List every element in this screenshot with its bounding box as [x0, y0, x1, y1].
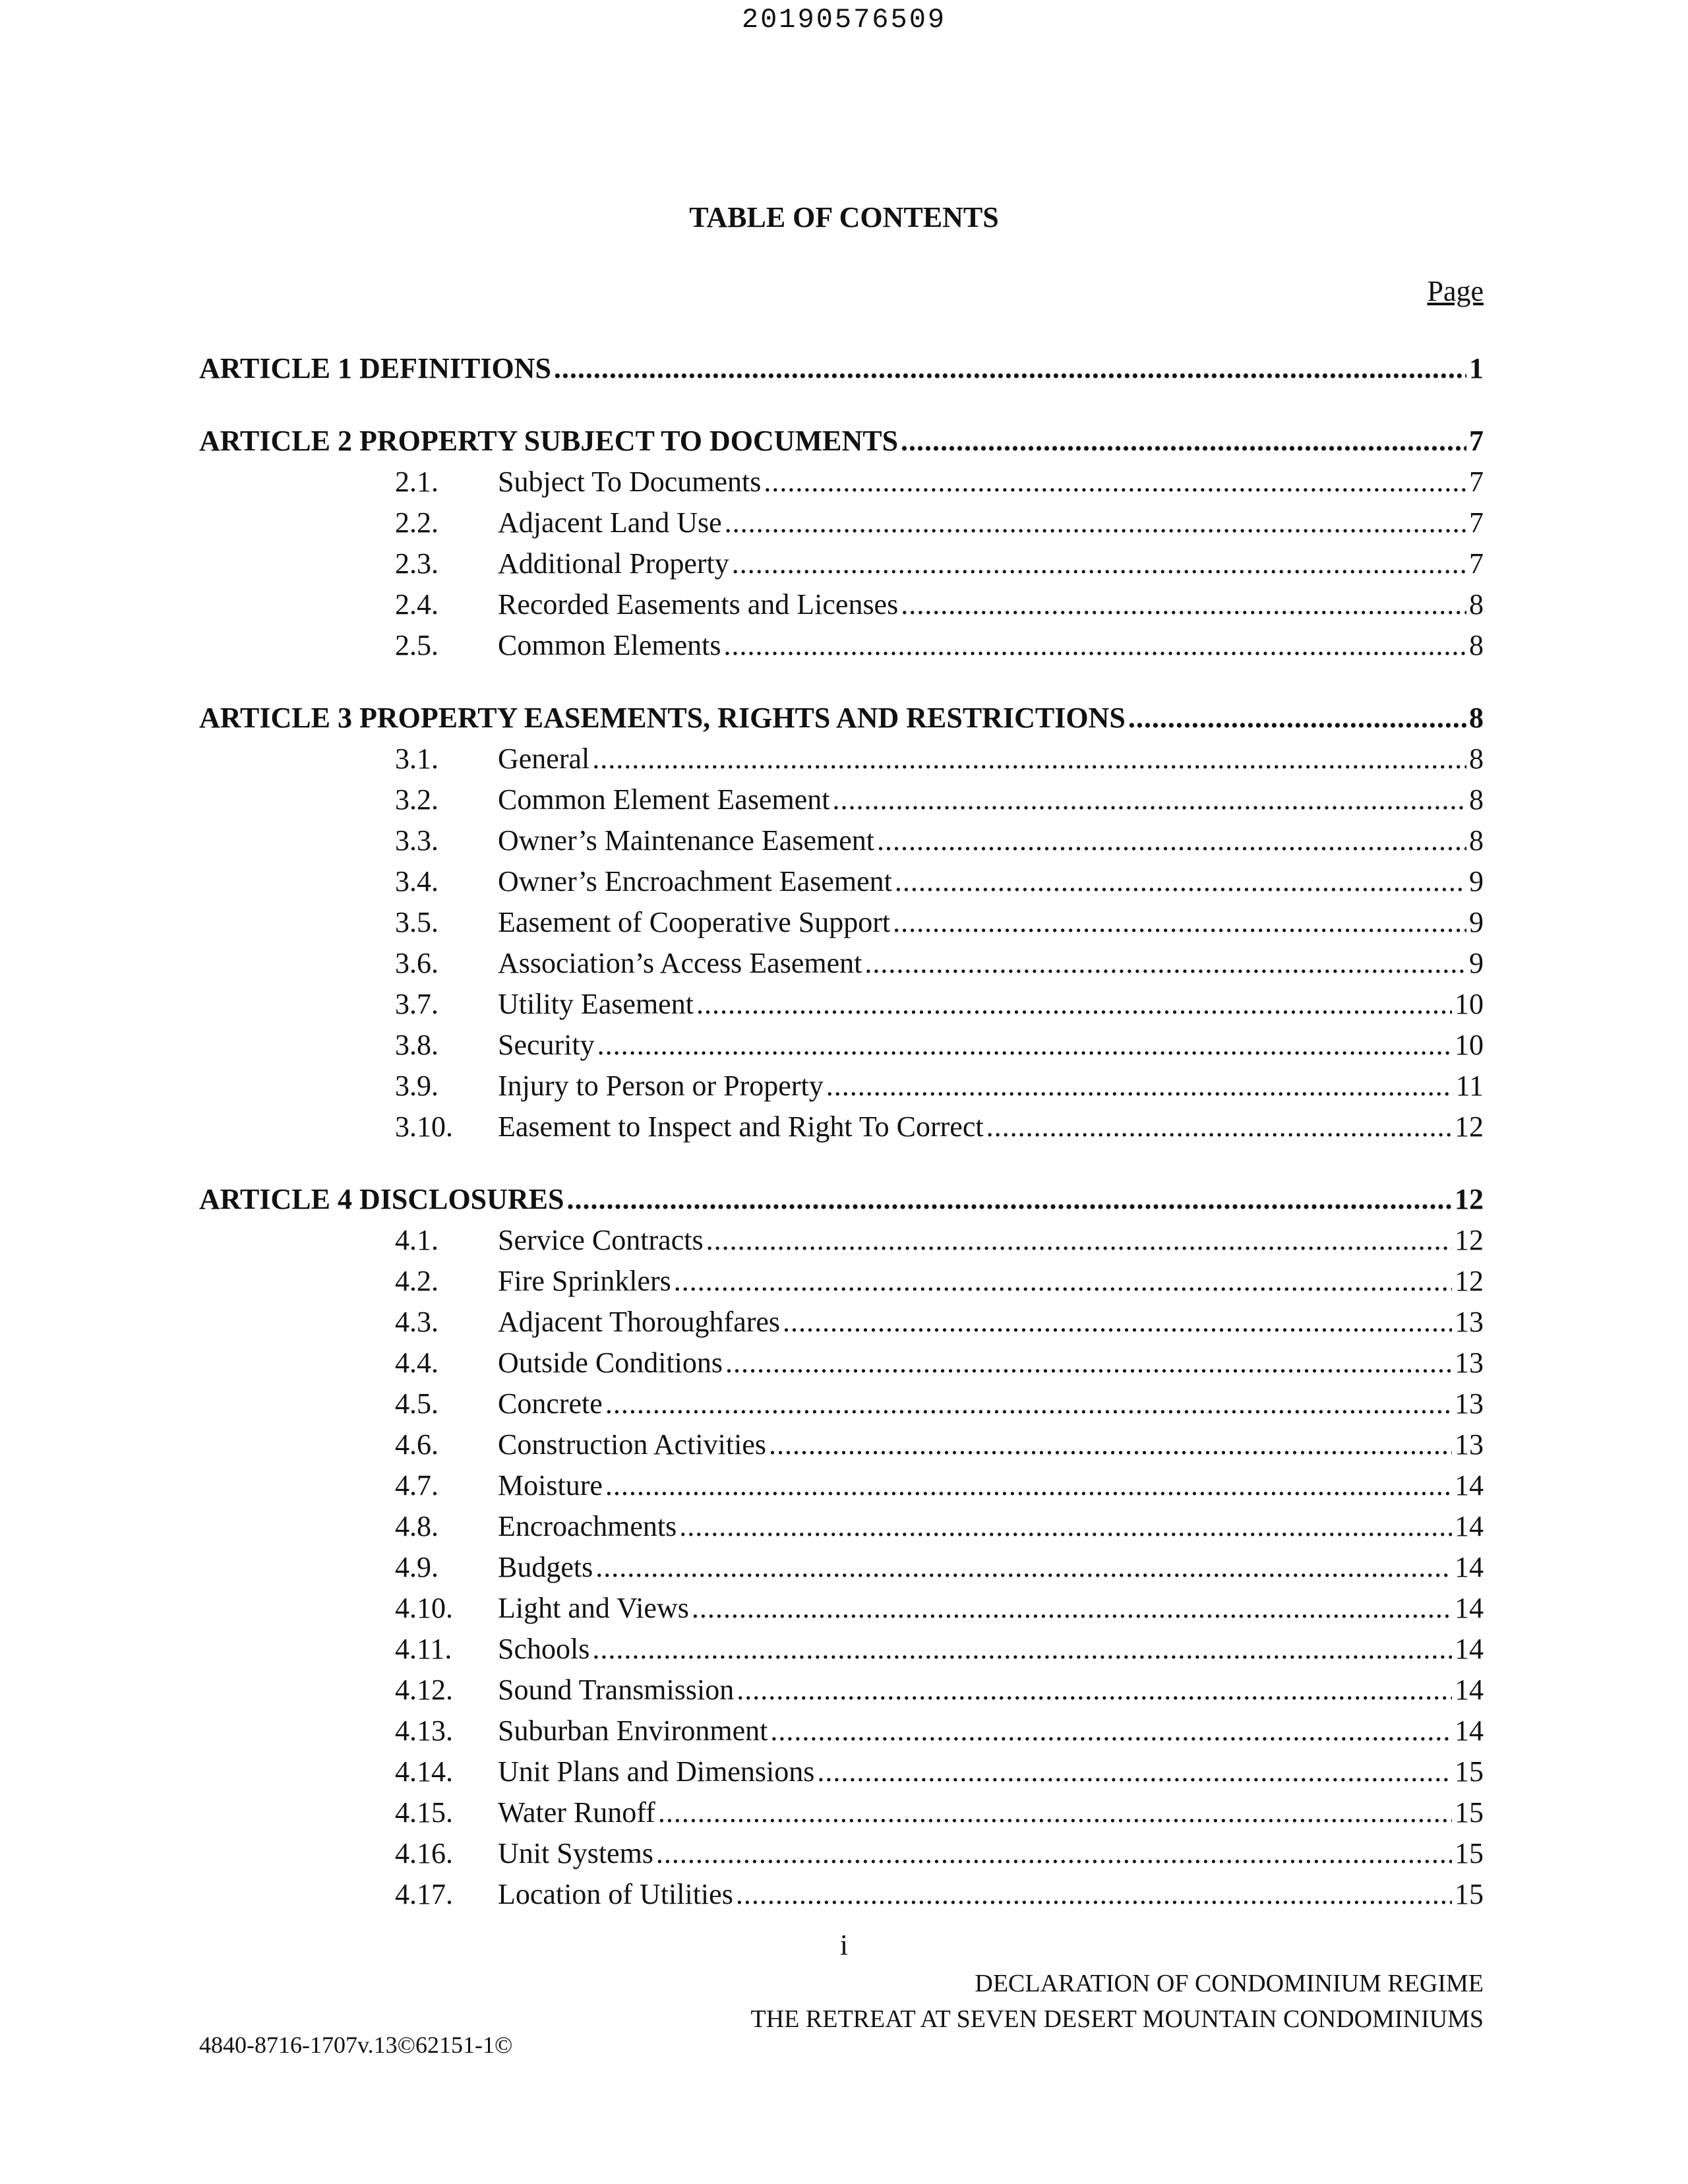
toc-entry-title: Adjacent Thoroughfares — [498, 1306, 781, 1338]
toc-section-row — [199, 1424, 1484, 1465]
toc-section-row — [199, 1066, 1484, 1107]
toc-page-number: 8 — [1469, 702, 1484, 734]
toc-page-number: 14 — [1455, 1592, 1484, 1624]
toc-page-number: 9 — [1469, 947, 1484, 979]
toc-section-number: 4.13. — [395, 1714, 453, 1747]
toc-entry-title: Encroachments — [498, 1510, 677, 1542]
toc-section-number: 4.5. — [395, 1387, 438, 1420]
toc-section-number: 3.2. — [395, 783, 438, 816]
toc-dot-leader — [877, 820, 1466, 861]
toc-section-number: 3.10. — [395, 1110, 453, 1143]
toc-page-number: 7 — [1469, 466, 1484, 498]
toc-page-number: 14 — [1455, 1674, 1484, 1706]
toc-dot-leader — [986, 1107, 1452, 1147]
toc-dot-leader — [605, 1383, 1452, 1424]
toc-dot-leader — [674, 1261, 1452, 1302]
toc-section-row — [199, 1107, 1484, 1147]
recording-number: 20190576509 — [741, 4, 947, 36]
toc-page-number: 8 — [1469, 783, 1484, 816]
toc-dot-leader — [592, 1629, 1452, 1670]
toc-entry-title: Light and Views — [498, 1592, 689, 1624]
toc-dot-leader — [605, 1465, 1452, 1506]
toc-section-row — [199, 1792, 1484, 1833]
toc-entry-title: Budgets — [498, 1551, 593, 1583]
toc-page-number: 8 — [1469, 824, 1484, 857]
toc-section-row — [199, 984, 1484, 1025]
toc-dot-leader — [725, 502, 1466, 543]
document-id: 4840-8716-1707v.13©62151-1© — [199, 2032, 513, 2058]
toc-page-number: 9 — [1469, 865, 1484, 897]
page-title: TABLE OF CONTENTS — [689, 201, 999, 233]
toc-section-number: 4.17. — [395, 1878, 453, 1910]
toc-section-number: 4.12. — [395, 1674, 453, 1706]
toc-entry-title: Concrete — [498, 1387, 603, 1420]
toc-section-row — [199, 1506, 1484, 1547]
toc-section-number: 2.3. — [395, 547, 438, 580]
toc-section-row — [199, 1711, 1484, 1751]
toc-section-row — [199, 1343, 1484, 1383]
toc-page-number: 9 — [1469, 906, 1484, 938]
toc-dot-leader — [679, 1506, 1452, 1547]
toc-section-row — [199, 1751, 1484, 1792]
toc-dot-leader — [817, 1751, 1452, 1792]
toc-section-row — [199, 1629, 1484, 1670]
toc-section-row — [199, 779, 1484, 820]
toc-section-number: 4.2. — [395, 1265, 438, 1297]
toc-page-number: 15 — [1455, 1878, 1484, 1910]
toc-entry-title: Security — [498, 1029, 595, 1061]
toc-section-number: 4.6. — [395, 1428, 438, 1461]
toc-section-number: 4.16. — [395, 1837, 453, 1869]
toc-section-number: 2.2. — [395, 506, 438, 539]
toc-dot-leader — [901, 584, 1466, 625]
toc-dot-leader — [736, 1874, 1452, 1915]
toc-dot-leader — [696, 984, 1452, 1025]
toc-dot-leader — [656, 1833, 1452, 1874]
toc-dot-leader — [724, 625, 1466, 666]
toc-dot-leader — [895, 861, 1466, 902]
toc-section-number: 4.8. — [395, 1510, 438, 1542]
toc-dot-leader — [592, 739, 1466, 779]
toc-entry-title: ARTICLE 1 DEFINITIONS — [199, 352, 551, 384]
toc-section-number: 4.3. — [395, 1306, 438, 1338]
toc-page-number: 14 — [1455, 1469, 1484, 1502]
toc-entry-title: Outside Conditions — [498, 1347, 723, 1379]
toc-section-number: 4.4. — [395, 1347, 438, 1379]
toc-entry-title: Owner’s Encroachment Easement — [498, 865, 892, 897]
toc-section-row — [199, 1465, 1484, 1506]
toc-page-number: 14 — [1455, 1551, 1484, 1583]
toc-section-row — [199, 1220, 1484, 1261]
toc-entry-title: Recorded Easements and Licenses — [498, 588, 899, 621]
toc-page-number: 7 — [1469, 425, 1484, 457]
toc-entry-title: Schools — [498, 1633, 590, 1665]
toc-article-row — [199, 421, 1484, 462]
toc-page-number: 12 — [1455, 1183, 1484, 1215]
toc-entry-title: ARTICLE 4 DISCLOSURES — [199, 1183, 564, 1215]
toc-page-number: 13 — [1455, 1306, 1484, 1338]
toc-page-number: 12 — [1455, 1224, 1484, 1256]
toc-page-number: 14 — [1455, 1510, 1484, 1542]
toc-dot-leader — [783, 1302, 1452, 1343]
toc-dot-leader — [597, 1025, 1452, 1066]
toc-entry-title: Sound Transmission — [498, 1674, 735, 1706]
page-column-header: Page — [1427, 275, 1484, 307]
toc-section-row — [199, 1302, 1484, 1343]
toc-section-row — [199, 1547, 1484, 1588]
toc-entry-title: Fire Sprinklers — [498, 1265, 671, 1297]
toc-dot-leader — [826, 1066, 1453, 1107]
toc-page-number: 12 — [1455, 1110, 1484, 1143]
toc-dot-leader — [554, 348, 1466, 389]
toc-entry-title: Unit Systems — [498, 1837, 653, 1869]
footer-doc-title-line1: DECLARATION OF CONDOMINIUM REGIME — [975, 1970, 1484, 1997]
toc-section-number: 4.14. — [395, 1755, 453, 1788]
toc-article-row — [199, 1179, 1484, 1220]
toc-entry-title: Construction Activities — [498, 1428, 766, 1461]
toc-dot-leader — [706, 1220, 1452, 1261]
toc-page-number: 13 — [1455, 1347, 1484, 1379]
toc-entry-title: Additional Property — [498, 547, 729, 580]
toc-section-row — [199, 462, 1484, 502]
toc-section-number: 2.5. — [395, 629, 438, 661]
toc-entry-title: Injury to Person or Property — [498, 1070, 824, 1102]
toc-section-number: 4.15. — [395, 1796, 453, 1829]
toc-dot-leader — [732, 543, 1466, 584]
toc-dot-leader — [864, 943, 1466, 984]
toc-section-row — [199, 861, 1484, 902]
toc-dot-leader — [832, 779, 1466, 820]
toc-dot-leader — [725, 1343, 1452, 1383]
toc-page-number: 15 — [1455, 1796, 1484, 1829]
toc-dot-leader — [737, 1670, 1452, 1711]
toc-section-number: 3.8. — [395, 1029, 438, 1061]
toc-section-row — [199, 625, 1484, 666]
toc-page-number: 14 — [1455, 1714, 1484, 1747]
footer-doc-title-line2: THE RETREAT AT SEVEN DESERT MOUNTAIN CONDOMINIUMS — [750, 2005, 1484, 2033]
toc-entry-title: Easement of Cooperative Support — [498, 906, 891, 938]
toc-dot-leader — [901, 421, 1466, 462]
toc-dot-leader — [1128, 698, 1466, 739]
toc-section-number: 3.7. — [395, 988, 438, 1020]
toc-page-number: 15 — [1455, 1755, 1484, 1788]
toc-entry-title: Location of Utilities — [498, 1878, 733, 1910]
toc-page-number: 10 — [1455, 1029, 1484, 1061]
toc-section-number: 3.9. — [395, 1070, 438, 1102]
page-number: i — [839, 1929, 849, 1961]
toc-list — [199, 348, 1484, 1915]
toc-page-number: 7 — [1469, 547, 1484, 580]
toc-entry-title: General — [498, 743, 590, 775]
toc-entry-title: Subject To Documents — [498, 466, 762, 498]
toc-article-row — [199, 348, 1484, 389]
toc-section-number: 3.5. — [395, 906, 438, 938]
toc-article-row — [199, 698, 1484, 739]
toc-entry-title: Adjacent Land Use — [498, 506, 722, 539]
toc-section-row — [199, 1025, 1484, 1066]
toc-page-number: 8 — [1469, 629, 1484, 661]
toc-section-row — [199, 1833, 1484, 1874]
toc-section-row — [199, 1670, 1484, 1711]
toc-section-row — [199, 820, 1484, 861]
toc-page-number: 10 — [1455, 988, 1484, 1020]
toc-entry-title: Water Runoff — [498, 1796, 655, 1829]
toc-entry-title: Common Element Easement — [498, 783, 830, 816]
toc-dot-leader — [567, 1179, 1452, 1220]
toc-section-row — [199, 1874, 1484, 1915]
toc-section-row — [199, 1588, 1484, 1629]
toc-entry-title: ARTICLE 3 PROPERTY EASEMENTS, RIGHTS AND RESTRICTIONS — [199, 702, 1126, 734]
toc-page-number: 13 — [1455, 1428, 1484, 1461]
toc-section-row — [199, 502, 1484, 543]
toc-section-number: 3.6. — [395, 947, 438, 979]
toc-section-number: 4.1. — [395, 1224, 438, 1256]
toc-page-number: 15 — [1455, 1837, 1484, 1869]
toc-dot-leader — [893, 902, 1466, 943]
toc-section-number: 2.1. — [395, 466, 438, 498]
toc-entry-title: Service Contracts — [498, 1224, 704, 1256]
toc-section-row — [199, 943, 1484, 984]
toc-section-number: 3.3. — [395, 824, 438, 857]
toc-section-row — [199, 902, 1484, 943]
toc-page-number: 13 — [1455, 1387, 1484, 1420]
toc-entry-title: Unit Plans and Dimensions — [498, 1755, 815, 1788]
toc-page-number: 1 — [1469, 352, 1484, 384]
toc-page-number: 12 — [1455, 1265, 1484, 1297]
toc-entry-title: Owner’s Maintenance Easement — [498, 824, 874, 857]
toc-dot-leader — [595, 1547, 1452, 1588]
toc-section-row — [199, 543, 1484, 584]
toc-dot-leader — [764, 462, 1466, 502]
toc-page-number: 8 — [1469, 743, 1484, 775]
toc-section-number: 2.4. — [395, 588, 438, 621]
toc-section-number: 4.7. — [395, 1469, 438, 1502]
toc-entry-title: Common Elements — [498, 629, 721, 661]
toc-section-row — [199, 739, 1484, 779]
toc-entry-title: Suburban Environment — [498, 1714, 768, 1747]
toc-section-row — [199, 1383, 1484, 1424]
toc-entry-title: Moisture — [498, 1469, 603, 1502]
toc-section-number: 4.9. — [395, 1551, 438, 1583]
toc-page-number: 7 — [1469, 506, 1484, 539]
toc-page-number: 14 — [1455, 1633, 1484, 1665]
toc-dot-leader — [769, 1424, 1452, 1465]
toc-entry-title: Easement to Inspect and Right To Correct — [498, 1110, 984, 1143]
toc-page-number: 8 — [1469, 588, 1484, 621]
toc-dot-leader — [692, 1588, 1452, 1629]
toc-section-row — [199, 584, 1484, 625]
toc-section-number: 3.1. — [395, 743, 438, 775]
toc-entry-title: ARTICLE 2 PROPERTY SUBJECT TO DOCUMENTS — [199, 425, 899, 457]
toc-entry-title: Utility Easement — [498, 988, 694, 1020]
toc-section-number: 3.4. — [395, 865, 438, 897]
toc-dot-leader — [658, 1792, 1452, 1833]
toc-section-number: 4.10. — [395, 1592, 453, 1624]
toc-dot-leader — [770, 1711, 1452, 1751]
toc-entry-title: Association’s Access Easement — [498, 947, 862, 979]
toc-page-number: 11 — [1455, 1070, 1484, 1102]
toc-section-number: 4.11. — [395, 1633, 452, 1665]
toc-section-row — [199, 1261, 1484, 1302]
